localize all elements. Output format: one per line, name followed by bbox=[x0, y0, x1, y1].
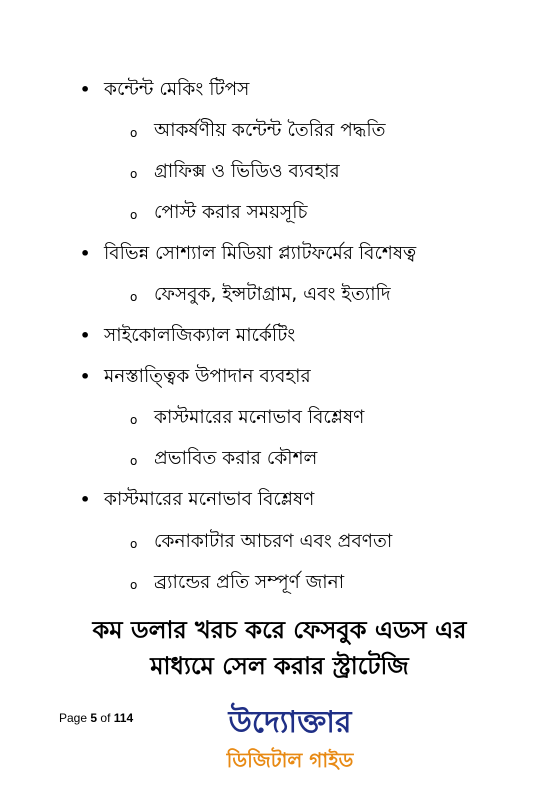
hollow-bullet-icon: o bbox=[130, 208, 138, 222]
heading-line-2: মাধ্যমে সেল করার স্ট্রাটেজি bbox=[150, 652, 409, 680]
item-text: কাস্টমারের মনোভাব বিশ্লেষণ bbox=[154, 407, 365, 428]
item-text: আকর্ষণীয় কন্টেন্ট তৈরির পদ্ধতি bbox=[154, 120, 386, 141]
item-text: সাইকোলজিক্যাল মার্কেটিং bbox=[104, 325, 296, 346]
hollow-bullet-icon: o bbox=[130, 290, 138, 304]
hollow-bullet-icon: o bbox=[130, 413, 138, 427]
item-text: কন্টেন্ট মেকিং টিপস bbox=[104, 79, 250, 100]
hollow-bullet-icon: o bbox=[130, 126, 138, 140]
bullet-icon: • bbox=[80, 367, 91, 386]
bullet-icon: • bbox=[80, 244, 91, 263]
bullet-icon: • bbox=[80, 490, 91, 509]
hollow-bullet-icon: o bbox=[130, 454, 138, 468]
item-text: গ্রাফিক্স ও ভিডিও ব্যবহার bbox=[154, 161, 340, 182]
item-text: মনস্তাত্ত্বিক উপাদান ব্যবহার bbox=[104, 366, 311, 387]
section-heading bbox=[0, 612, 559, 684]
page-prefix: Page bbox=[59, 711, 88, 725]
bullet-icon: • bbox=[80, 80, 91, 99]
item-text: বিভিন্ন সোশ্যাল মিডিয়া প্ল্যাটফর্মের বিশেষত্ব bbox=[104, 243, 417, 264]
bullet-icon: • bbox=[80, 326, 91, 345]
item-text: কেনাকাটার আচরণ এবং প্রবণতা bbox=[154, 531, 393, 552]
heading-line-1: কম ডলার খরচ করে ফেসবুক এডস এর bbox=[92, 616, 467, 644]
item-text: প্রভাবিত করার কৌশল bbox=[154, 448, 318, 469]
brand-logo bbox=[224, 701, 356, 781]
logo-title: উদ্যোক্তার bbox=[228, 705, 352, 740]
page-current: 5 bbox=[90, 711, 98, 725]
item-text: পোস্ট করার সময়সূচি bbox=[154, 202, 308, 223]
page-number bbox=[59, 711, 133, 725]
hollow-bullet-icon: o bbox=[130, 578, 138, 592]
hollow-bullet-icon: o bbox=[130, 537, 138, 551]
item-text: কাস্টমারের মনোভাব বিশ্লেষণ bbox=[104, 489, 315, 510]
item-text: ব্র্যান্ডের প্রতি সম্পূর্ণ জানা bbox=[154, 572, 345, 593]
logo-subtitle: ডিজিটাল গাইড bbox=[226, 748, 354, 772]
page-of: of bbox=[100, 711, 111, 725]
item-text: ফেসবুক, ইন্সটাগ্রাম, এবং ইত্যাদি bbox=[154, 284, 391, 305]
hollow-bullet-icon: o bbox=[130, 167, 138, 181]
page-total: 114 bbox=[113, 711, 134, 725]
